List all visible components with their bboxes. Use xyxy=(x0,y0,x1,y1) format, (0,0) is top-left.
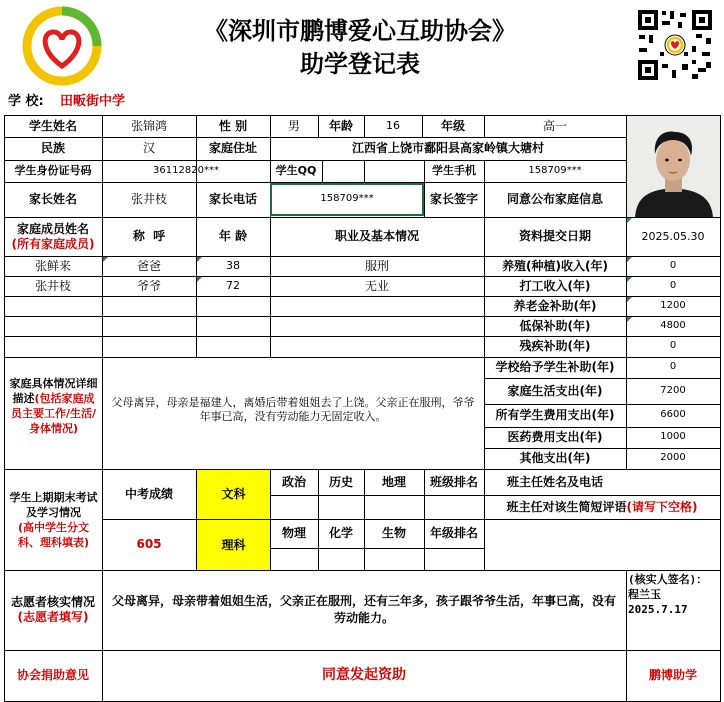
title-line1: 《深圳市鹏博爱心互助协会》 xyxy=(204,16,516,45)
association-opinion: 同意发起资助 xyxy=(322,666,406,683)
finance-value: 1000 xyxy=(660,431,686,443)
age-value: 16 xyxy=(386,119,400,133)
teacher-comment-note: (请写下空格) xyxy=(626,499,698,514)
qr-code-icon xyxy=(636,8,714,82)
family-situation-text: 父母离异，母亲是福建人，离婚后带着姐姐去了上饶。父亲正在服刑，爷爷年事已高，没有劳动能力无固定收入。 xyxy=(111,396,475,423)
ethnicity-label: 民族 xyxy=(40,141,65,155)
phone-value: 158709*** xyxy=(528,164,582,176)
volunteer-text: 父母离异，母亲带着姐姐生活，父亲正在服刑，还有三年多，孩子跟爷爷生活，年事已高，没有劳动能力。 xyxy=(112,594,617,625)
address-label: 家庭住址 xyxy=(208,141,257,155)
guardian-sign-label: 家长签字 xyxy=(429,192,478,206)
volunteer-label xyxy=(4,570,102,650)
verifier-name: (核实人签名)：程兰玉 xyxy=(628,573,708,601)
members-header-name-text: 家庭成员姓名 xyxy=(16,221,89,236)
member-relation: 爷爷 xyxy=(136,278,161,293)
member-name: 张鲜来 xyxy=(34,258,71,273)
address-value: 江西省上饶市鄱阳县高家岭镇大塘村 xyxy=(351,141,544,155)
academics-label xyxy=(7,490,100,550)
consent-text: 同意公布家庭信息 xyxy=(506,192,603,206)
finance-value: 0 xyxy=(669,361,677,373)
association-org: 鹏博助学 xyxy=(648,668,697,682)
guardian-name: 张井枝 xyxy=(130,192,167,206)
family-situation-label-a: 家庭具体情况详细描述 xyxy=(9,377,98,405)
finance-label: 低保补助(年) xyxy=(519,318,591,333)
member-age: 38 xyxy=(226,259,240,273)
member-name: 张井枝 xyxy=(34,278,71,293)
exam-score: 605 xyxy=(136,537,162,551)
academics-label-b: (高中学生分文科、理科填表) xyxy=(17,521,90,549)
volunteer-label-b: (志愿者填写) xyxy=(17,610,89,624)
finance-value: 6600 xyxy=(660,409,686,421)
subject-label: 生物 xyxy=(381,526,406,540)
id-label: 学生身份证号码 xyxy=(14,164,92,178)
cell-marker xyxy=(103,257,108,262)
members-header-age: 年 龄 xyxy=(218,229,248,243)
member-relation: 爸爸 xyxy=(136,258,161,273)
gender-value: 男 xyxy=(287,118,300,133)
guardian-name-label: 家长姓名 xyxy=(28,192,77,206)
gender-label: 性 别 xyxy=(218,118,248,133)
finance-value: 1200 xyxy=(660,299,686,311)
subject-label: 历史 xyxy=(328,474,353,489)
finance-value: 0 xyxy=(669,340,677,352)
cell-marker xyxy=(197,257,202,262)
id-value: 36112820*** xyxy=(153,164,219,176)
submit-date-label: 资料提交日期 xyxy=(518,229,591,243)
student-name: 张锦鸿 xyxy=(130,118,167,133)
phone-label: 学生手机 xyxy=(432,164,476,178)
members-header-job: 职业及基本情况 xyxy=(334,229,419,243)
subject-label: 地理 xyxy=(381,474,406,489)
teacher-label: 班主任姓名及电话 xyxy=(506,474,603,489)
association-label: 协会捐助意见 xyxy=(16,668,89,682)
teacher-comment-text: 班主任对该生简短评语 xyxy=(506,499,627,514)
subject-label: 化学 xyxy=(328,526,353,540)
qq-value xyxy=(322,160,424,182)
finance-label: 其他支出(年) xyxy=(519,451,591,465)
liberal-arts-cell: 文科 xyxy=(197,470,270,519)
member-job: 服刑 xyxy=(364,258,389,273)
finance-label: 养殖(种植)收入(年) xyxy=(502,258,608,273)
finance-value: 0 xyxy=(669,259,677,271)
verify-date: 2025.7.17 xyxy=(628,603,688,616)
members-header-note: (所有家庭成员) xyxy=(11,236,95,251)
age-label: 年龄 xyxy=(328,118,353,133)
subject-label: 年级排名 xyxy=(429,526,478,540)
guardian-phone: 158709*** xyxy=(270,183,424,216)
finance-label: 残疾补助(年) xyxy=(519,339,591,353)
finance-label: 打工收入(年) xyxy=(519,278,591,293)
logo xyxy=(22,6,102,86)
guardian-phone-label: 家长电话 xyxy=(208,192,257,206)
finance-value: 4800 xyxy=(660,319,686,331)
submit-date: 2025.05.30 xyxy=(641,229,705,243)
finance-value: 7200 xyxy=(660,384,686,396)
student-name-label: 学生姓名 xyxy=(28,118,77,133)
finance-value: 2000 xyxy=(660,452,686,464)
school-label: 学 校: xyxy=(8,94,44,109)
subject-label: 班级排名 xyxy=(429,474,478,489)
members-header-relation: 称 呼 xyxy=(132,229,166,243)
grade-label: 年级 xyxy=(440,118,465,133)
subject-label: 政治 xyxy=(281,474,306,489)
teacher-comment-label xyxy=(484,495,720,519)
student-photo xyxy=(627,116,720,217)
subject-label: 物理 xyxy=(281,526,306,540)
exam-label: 中考成绩 xyxy=(124,486,173,501)
academics-label-a: 学生上期期末考试及学习情况 xyxy=(9,491,98,519)
family-situation-label-b: (包括家庭成员主要工作/生活/身体情况) xyxy=(10,392,97,435)
grade-value: 高一 xyxy=(542,118,567,133)
school-name: 田畈街中学 xyxy=(60,94,126,109)
finance-value: 0 xyxy=(669,279,677,291)
verifier-block xyxy=(628,572,718,617)
finance-label: 医药费用支出(年) xyxy=(507,430,603,444)
title-line2: 助学登记表 xyxy=(300,49,420,78)
qq-label: 学生QQ xyxy=(275,164,317,178)
members-header-name xyxy=(4,217,102,256)
finance-label: 学校给予学生补助(年) xyxy=(495,360,615,374)
family-situation-label xyxy=(7,376,100,436)
cell-marker xyxy=(197,277,202,282)
cell-marker xyxy=(627,218,632,223)
finance-label: 养老金补助(年) xyxy=(513,298,597,313)
science-cell: 理科 xyxy=(197,520,270,570)
finance-label: 所有学生费用支出(年) xyxy=(495,408,615,422)
member-age: 72 xyxy=(226,279,240,293)
volunteer-label-a: 志愿者核实情况 xyxy=(10,595,95,609)
member-job: 无业 xyxy=(364,278,389,293)
ethnicity-value: 汉 xyxy=(142,141,155,155)
finance-label: 家庭生活支出(年) xyxy=(507,383,603,398)
